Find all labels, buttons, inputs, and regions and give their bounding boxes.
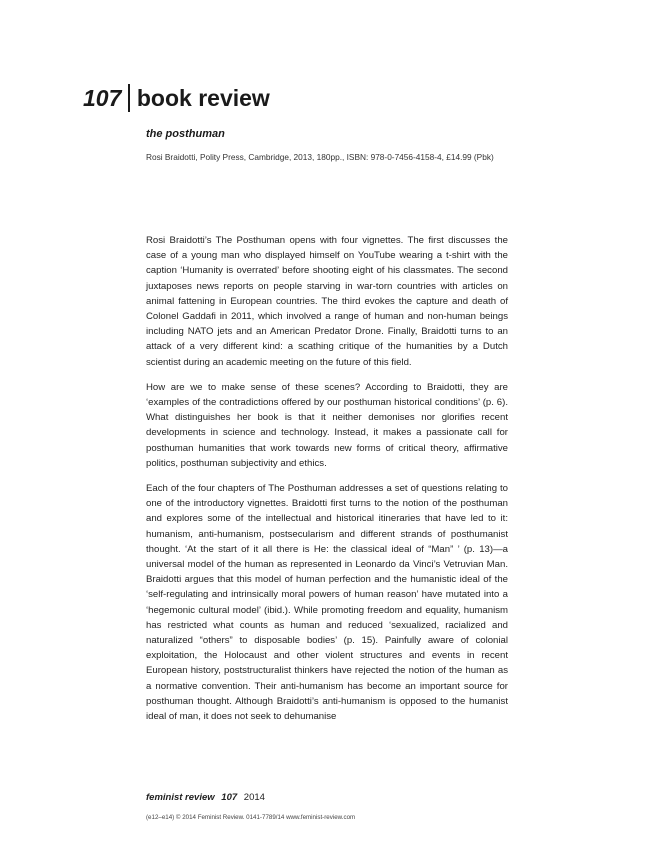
journal-volume: 107 [221,792,238,803]
book-title: the posthuman [146,128,225,140]
paragraph-2: How are we to make sense of these scenes? According to Braidotti, they are ‘examples of the contradictions offered by our posthuman historical conditions’ (p. 6). What distinguishes her book is that it neither demonises nor glorifies recent developments in science and technology. Instead, it makes a passionate call for posthuman humanities that work towards new forms of critical theory, affirmative politics, posthuman subjectivity and ethics. [146,381,508,469]
paragraph-3: Each of the four chapters of The Posthuman addresses a set of questions relating to one of the introductory vignettes. Braidotti first turns to the notion of the posthuman and explores some of the intellectual and historical itineraries that have led to it: humanism, anti-humanism, postsecularism and different strands of posthumanist thought. ‘At the start of it all there is He: the classical ideal of “Man” ’ (p. 13)—a universal model of the human as represented in Leonardo da Vinci’s Vetruvian Man. Braidotti argues that this model of human perfection and the humanistic ideal of the ‘self-regulating and intrinsically moral powers of human reason’ have mutated into a ‘hegemonic cultural model’ (ibid.). While promoting freedom and equality, humanism has restricted what counts as human and reduced ‘sexualized, racialized and naturalized “others” to disposable bodies’ (p. 15). Painfully aware of colonial exploitation, the Holocaust and other violent structures and events in recent European history, poststructuralist thinkers have rejected the notion of the human as a normative convention. Their anti-humanism has become an important source for posthuman thought. Although Braidotti’s anti-humanism is opposed to the humanist ideal of man, it does not seek to dehumanise [146,483,508,723]
paragraph-1: Rosi Braidotti’s The Posthuman opens with four vignettes. The first discusses the case of a young man who displayed himself on YouTube wearing a t-shirt with the caption ‘Humanity is overrated’ before shooting eight of his classmates. The second juxtaposes news reports on people starving in war-torn countries with articles on animal fattening in European countries. The third evokes the capture and death of Colonel Gaddafi in 2011, which involved a range of human and non-human beings including NATO jets and an American Predator Drone. Finally, Braidotti turns to an attack of a very different kind: a scathing critique of the humanities by a Dutch scientist during an academic meeting on the future of this field. [146,235,508,368]
review-body [146,233,508,734]
issue-number: 107 [83,85,122,111]
page-footer [146,792,265,803]
journal-name: feminist review [146,792,215,803]
section-title: book review [136,85,270,111]
page-header [83,82,270,112]
copyright-line: (e12–e14) © 2014 Feminist Review. 0141-7789/14 www.feminist-review.com [146,814,356,821]
journal-year: 2014 [243,792,265,803]
book-metadata: Rosi Braidotti, Polity Press, Cambridge, 2013, 180pp., ISBN: 978-0-7456-4158-4, £14.99 (Pbk) [146,152,494,162]
